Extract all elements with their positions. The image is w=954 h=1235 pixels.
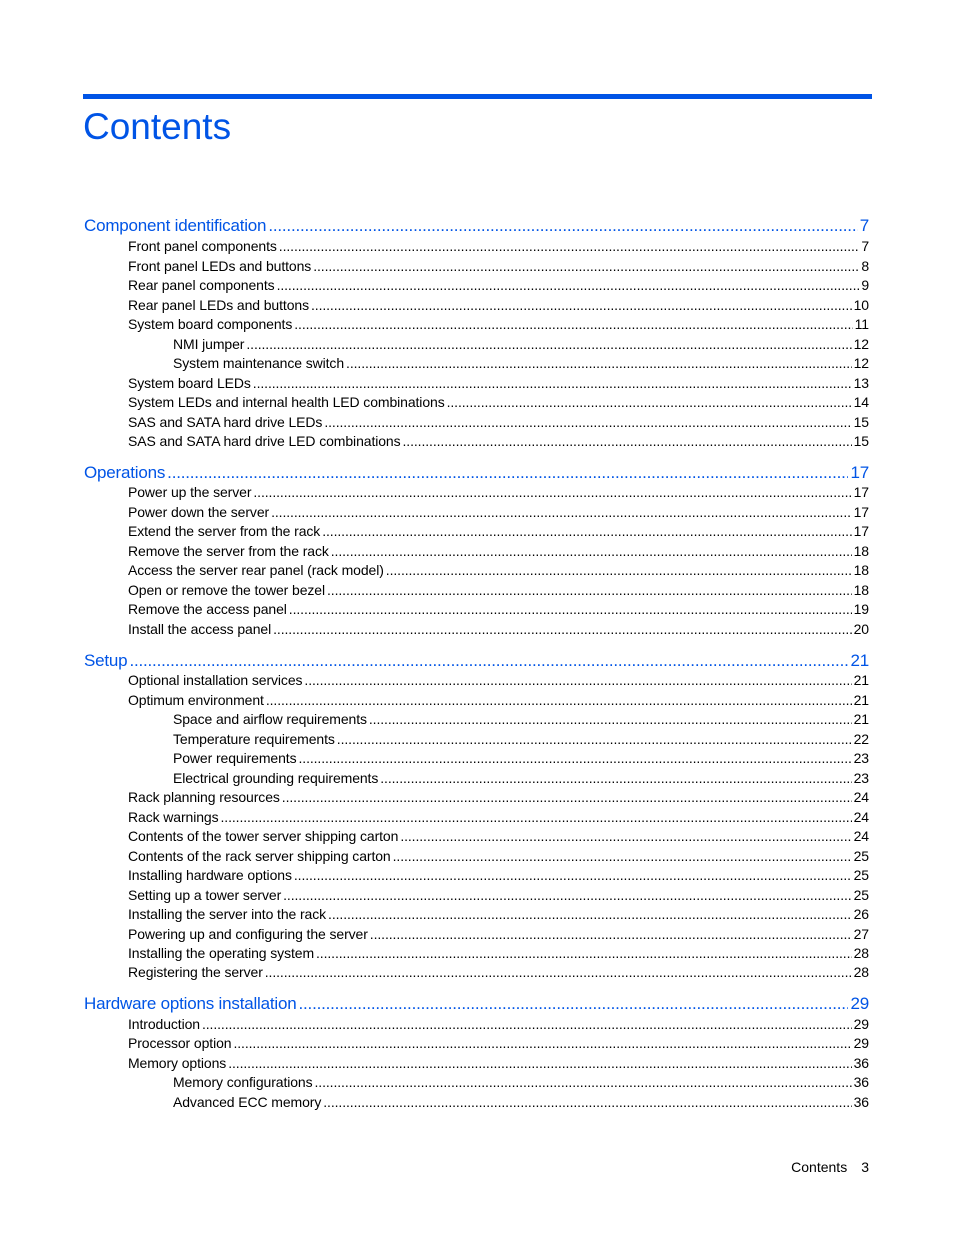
- toc-entry-label: System LEDs and internal health LED combinations: [128, 394, 445, 410]
- toc-entry-page-number: 11: [854, 316, 869, 332]
- toc-chapter-entry[interactable]: [84, 462, 869, 484]
- toc-dot-leader: [221, 808, 852, 827]
- toc-entry-page-number: 15: [853, 414, 869, 430]
- toc-dot-leader: [346, 354, 852, 373]
- toc-entry-page-number: 25: [853, 848, 869, 864]
- toc-entry[interactable]: [128, 847, 869, 866]
- toc-dot-leader: [380, 769, 851, 788]
- toc-entry[interactable]: [128, 483, 869, 502]
- toc-dot-leader: [277, 276, 860, 295]
- toc-entry-page-number: 21: [853, 672, 869, 688]
- toc-dot-leader: [403, 432, 852, 451]
- toc-dot-leader: [323, 1093, 851, 1112]
- toc-entry[interactable]: [128, 671, 869, 690]
- toc-dot-leader: [386, 561, 852, 580]
- toc-entry[interactable]: [128, 1034, 869, 1053]
- toc-entry-label: Rack planning resources: [128, 789, 280, 805]
- toc-entry[interactable]: [128, 315, 869, 334]
- toc-entry[interactable]: [173, 769, 869, 788]
- page-footer: [791, 1158, 869, 1177]
- toc-entry-page-number: 8: [861, 258, 869, 274]
- toc-entry-label: Optimum environment: [128, 692, 264, 708]
- toc-entry-page-number: 28: [853, 964, 869, 980]
- toc-chapter-entry[interactable]: [84, 215, 869, 237]
- toc-entry-page-number: 18: [853, 562, 869, 578]
- toc-entry-page-number: 25: [853, 867, 869, 883]
- toc-entry-label: Powering up and configuring the server: [128, 926, 368, 942]
- toc-entry-label: Front panel components: [128, 238, 277, 254]
- toc-dot-leader: [273, 620, 851, 639]
- toc-entry-label: Power down the server: [128, 504, 270, 520]
- toc-entry[interactable]: [128, 620, 869, 639]
- toc-entry-page-number: 13: [853, 375, 869, 391]
- toc-entry-label: Space and airflow requirements: [173, 711, 367, 727]
- toc-entry-label: Setting up a tower server: [128, 887, 282, 903]
- toc-entry[interactable]: [173, 730, 869, 749]
- toc-entry-page-number: 21: [853, 692, 869, 708]
- toc-dot-leader: [331, 542, 852, 561]
- toc-entry-page-number: 17: [850, 463, 869, 482]
- toc-entry-page-number: 17: [853, 484, 869, 500]
- toc-entry-label: Power up the server: [128, 484, 252, 500]
- toc-entry-page-number: 28: [853, 945, 869, 961]
- toc-entry[interactable]: [173, 1093, 869, 1112]
- toc-entry-label: Rear panel LEDs and buttons: [128, 297, 309, 313]
- toc-entry[interactable]: [128, 905, 869, 924]
- toc-dot-leader: [228, 1054, 851, 1073]
- toc-entry[interactable]: [128, 886, 869, 905]
- toc-entry-label: Temperature requirements: [173, 731, 335, 747]
- toc-dot-leader: [129, 650, 848, 672]
- toc-dot-leader: [268, 215, 857, 237]
- toc-entry-label: Installing the server into the rack: [128, 906, 327, 922]
- toc-entry[interactable]: [128, 432, 869, 451]
- toc-entry-label: Access the server rear panel (rack model): [128, 562, 384, 578]
- toc-entry[interactable]: [128, 1015, 869, 1034]
- toc-entry-page-number: 22: [853, 731, 869, 747]
- toc-entry-label: Rear panel components: [128, 277, 275, 293]
- toc-entry-page-number: 9: [861, 277, 869, 293]
- toc-entry[interactable]: [128, 413, 869, 432]
- toc-entry-page-number: 17: [853, 523, 869, 539]
- toc-entry-label: Memory options: [128, 1055, 227, 1071]
- toc-entry-label: Open or remove the tower bezel: [128, 582, 325, 598]
- toc-entry-label: Extend the server from the rack: [128, 523, 321, 539]
- toc-entry[interactable]: [128, 561, 869, 580]
- toc-entry-page-number: 20: [853, 621, 869, 637]
- toc-entry[interactable]: [128, 522, 869, 541]
- toc-dot-leader: [313, 257, 859, 276]
- toc-dot-leader: [327, 581, 852, 600]
- toc-entry-label: Introduction: [128, 1016, 200, 1032]
- toc-entry-label: Contents of the tower server shipping carton: [128, 828, 399, 844]
- toc-dot-leader: [202, 1015, 852, 1034]
- toc-entry[interactable]: [128, 866, 869, 885]
- toc-entry[interactable]: [128, 600, 869, 619]
- toc-entry-label: Installing hardware options: [128, 867, 292, 883]
- toc-chapter-entry[interactable]: [84, 650, 869, 672]
- toc-entry-page-number: 25: [853, 887, 869, 903]
- toc-entry-page-number: 27: [853, 926, 869, 942]
- toc-dot-leader: [246, 335, 851, 354]
- toc-entry[interactable]: [128, 276, 869, 295]
- toc-entry[interactable]: [128, 1054, 869, 1073]
- toc-entry-label: Component identification: [84, 216, 267, 235]
- toc-entry[interactable]: [128, 808, 869, 827]
- toc-dot-leader: [279, 237, 860, 256]
- toc-entry-label: Setup: [84, 651, 128, 670]
- toc-entry-label: Operations: [84, 463, 166, 482]
- toc-entry-page-number: 17: [853, 504, 869, 520]
- footer-section-label: Contents: [791, 1159, 848, 1175]
- toc-entry[interactable]: [173, 354, 869, 373]
- toc-entry-page-number: 23: [853, 770, 869, 786]
- toc-dot-leader: [294, 866, 852, 885]
- toc-entry-label: Installing the operating system: [128, 945, 315, 961]
- toc-entry-page-number: 7: [859, 216, 869, 235]
- toc-entry-page-number: 14: [853, 394, 869, 410]
- toc-dot-leader: [298, 749, 851, 768]
- toc-dot-leader: [299, 993, 849, 1015]
- toc-entry[interactable]: [128, 542, 869, 561]
- toc-entry-page-number: 36: [853, 1094, 869, 1110]
- toc-entry[interactable]: [128, 944, 869, 963]
- toc-entry-label: Processor option: [128, 1035, 232, 1051]
- toc-entry[interactable]: [128, 827, 869, 846]
- toc-entry-label: Rack warnings: [128, 809, 219, 825]
- toc-entry-label: NMI jumper: [173, 336, 245, 352]
- toc-entry-page-number: 12: [853, 355, 869, 371]
- toc-dot-leader: [393, 847, 852, 866]
- toc-entry[interactable]: [173, 749, 869, 768]
- toc-entry-page-number: 10: [853, 297, 869, 313]
- toc-entry[interactable]: [128, 296, 869, 315]
- toc-dot-leader: [322, 522, 851, 541]
- toc-entry[interactable]: [128, 691, 869, 710]
- page-title: Contents: [83, 106, 232, 147]
- toc-entry-label: Advanced ECC memory: [173, 1094, 322, 1110]
- toc-entry-page-number: 15: [853, 433, 869, 449]
- toc-entry-page-number: 26: [853, 906, 869, 922]
- toc-entry[interactable]: [128, 237, 869, 256]
- toc-dot-leader: [282, 788, 852, 807]
- toc-dot-leader: [315, 1073, 852, 1092]
- toc-dot-leader: [337, 730, 852, 749]
- toc-entry-page-number: 21: [853, 711, 869, 727]
- toc-entry-page-number: 29: [853, 1016, 869, 1032]
- toc-entry-label: SAS and SATA hard drive LEDs: [128, 414, 323, 430]
- toc-dot-leader: [324, 413, 851, 432]
- toc-entry[interactable]: [128, 257, 869, 276]
- toc-entry-label: System board components: [128, 316, 293, 332]
- footer-page-number: 3: [861, 1159, 869, 1175]
- toc-entry-page-number: 36: [853, 1074, 869, 1090]
- toc-chapter-entry[interactable]: [84, 993, 869, 1015]
- toc-dot-leader: [265, 963, 852, 982]
- toc-entry[interactable]: [173, 335, 869, 354]
- toc-entry-label: Install the access panel: [128, 621, 272, 637]
- toc-dot-leader: [304, 671, 851, 690]
- toc-entry-label: Electrical grounding requirements: [173, 770, 379, 786]
- toc-dot-leader: [400, 827, 851, 846]
- toc-dot-leader: [294, 315, 852, 334]
- toc-entry-label: Front panel LEDs and buttons: [128, 258, 312, 274]
- toc-entry[interactable]: [128, 925, 869, 944]
- toc-entry[interactable]: [128, 374, 869, 393]
- toc-entry[interactable]: [173, 710, 869, 729]
- toc-dot-leader: [266, 691, 852, 710]
- toc-entry-label: Remove the access panel: [128, 601, 287, 617]
- toc-dot-leader: [370, 925, 852, 944]
- toc-entry-label: Power requirements: [173, 750, 297, 766]
- toc-entry-page-number: 18: [853, 543, 869, 559]
- toc-entry-label: System board LEDs: [128, 375, 251, 391]
- toc-entry-page-number: 7: [861, 238, 869, 254]
- toc-dot-leader: [233, 1034, 851, 1053]
- toc-dot-leader: [271, 503, 852, 522]
- toc-entry-page-number: 24: [853, 828, 869, 844]
- toc-entry[interactable]: [128, 963, 869, 982]
- toc-dot-leader: [447, 393, 852, 412]
- toc-dot-leader: [283, 886, 851, 905]
- toc-entry-label: Hardware options installation: [84, 994, 297, 1013]
- toc-dot-leader: [311, 296, 852, 315]
- toc-entry-label: Contents of the rack server shipping carton: [128, 848, 391, 864]
- toc-dot-leader: [369, 710, 852, 729]
- toc-entry[interactable]: [128, 503, 869, 522]
- toc-dot-leader: [167, 462, 848, 484]
- toc-dot-leader: [289, 600, 852, 619]
- toc-entry-page-number: 24: [853, 789, 869, 805]
- toc-dot-leader: [253, 374, 852, 393]
- toc-entry[interactable]: [173, 1073, 869, 1092]
- toc-dot-leader: [316, 944, 852, 963]
- toc-dot-leader: [253, 483, 851, 502]
- toc-entry-page-number: 29: [853, 1035, 869, 1051]
- toc-entry-label: System maintenance switch: [173, 355, 345, 371]
- toc-entry-page-number: 29: [850, 994, 869, 1013]
- toc-entry[interactable]: [128, 393, 869, 412]
- toc-entry-page-number: 36: [853, 1055, 869, 1071]
- toc-entry-page-number: 19: [853, 601, 869, 617]
- toc-entry-page-number: 23: [853, 750, 869, 766]
- toc-entry-label: Optional installation services: [128, 672, 303, 688]
- title-rule: [83, 94, 872, 99]
- toc-dot-leader: [328, 905, 852, 924]
- toc-entry-page-number: 21: [850, 651, 869, 670]
- toc-entry[interactable]: [128, 788, 869, 807]
- toc-entry-label: Memory configurations: [173, 1074, 313, 1090]
- toc-entry-page-number: 12: [853, 336, 869, 352]
- toc-entry[interactable]: [128, 581, 869, 600]
- toc-entry-page-number: 24: [853, 809, 869, 825]
- toc-entry-label: SAS and SATA hard drive LED combinations: [128, 433, 401, 449]
- toc-entry-label: Remove the server from the rack: [128, 543, 329, 559]
- toc-entry-page-number: 18: [853, 582, 869, 598]
- toc-entry-label: Registering the server: [128, 964, 263, 980]
